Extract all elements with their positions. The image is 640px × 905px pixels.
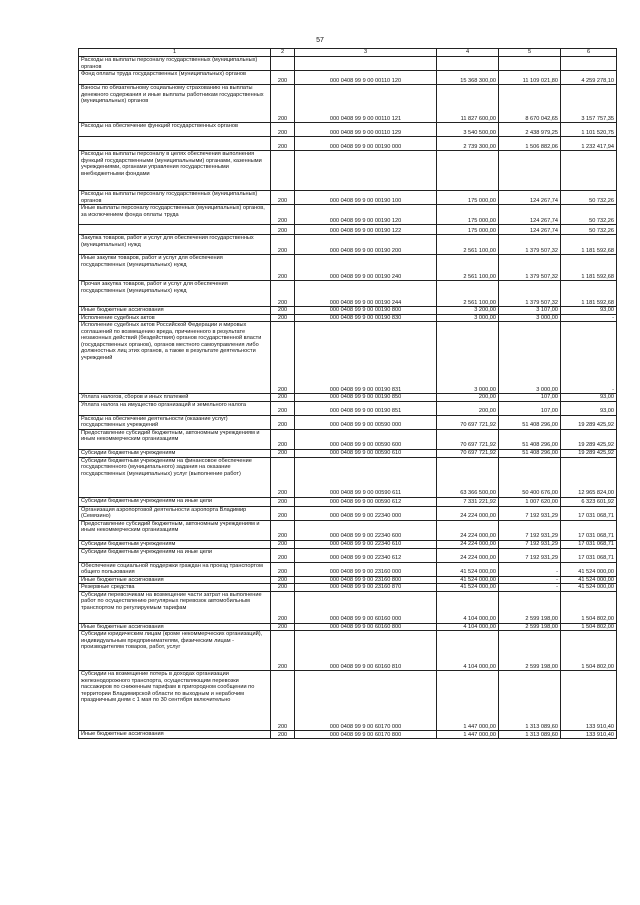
row-line-code: 200 (271, 457, 295, 497)
row-unexecuted-amount: 1 181 592,68 (561, 235, 617, 255)
row-unexecuted-amount: 6 323 601,92 (561, 497, 617, 506)
row-unexecuted-amount (561, 151, 617, 191)
table-row (79, 151, 617, 191)
row-name: Взносы по обязательному социальному страхованию на выплаты денежного содержания и иные выплаты работникам государственных (муниципальных) органов (79, 85, 271, 123)
row-unexecuted-amount: - (561, 322, 617, 394)
row-budget-code: 000 0408 99 9 00 00190 240 (295, 255, 437, 281)
row-unexecuted-amount: 133 910,40 (561, 731, 617, 739)
row-approved-amount: 41 524 000,00 (437, 576, 499, 584)
row-line-code: 200 (271, 394, 295, 402)
row-executed-amount: 3 000,00 (499, 314, 561, 322)
row-line-code: 200 (271, 307, 295, 315)
row-unexecuted-amount: 17 031 068,71 (561, 548, 617, 562)
table-row (79, 71, 617, 85)
table-row (79, 506, 617, 520)
row-line-code: 200 (271, 671, 295, 731)
row-approved-amount: 41 524 000,00 (437, 562, 499, 576)
row-unexecuted-amount: 93,00 (561, 394, 617, 402)
row-approved-amount (437, 57, 499, 71)
row-name (79, 225, 271, 235)
header-col-5: 5 (499, 49, 561, 57)
row-budget-code: 000 0408 99 9 00 60160 000 (295, 591, 437, 623)
row-unexecuted-amount: 1 101 520,75 (561, 123, 617, 137)
table-row (79, 281, 617, 307)
row-line-code: 200 (271, 576, 295, 584)
row-approved-amount: 1 447 000,00 (437, 671, 499, 731)
row-line-code: 200 (271, 225, 295, 235)
header-col-3: 3 (295, 49, 437, 57)
row-name (79, 137, 271, 151)
row-approved-amount: 70 697 721,92 (437, 429, 499, 449)
row-executed-amount: 1 506 882,06 (499, 137, 561, 151)
row-executed-amount: 2 599 198,00 (499, 623, 561, 631)
row-budget-code: 000 0408 99 9 00 00590 611 (295, 457, 437, 497)
table-row (79, 562, 617, 576)
row-unexecuted-amount: 17 031 068,71 (561, 540, 617, 548)
row-name: Субсидии бюджетным учреждениям на иные цели (79, 548, 271, 562)
row-executed-amount: 1 379 507,32 (499, 255, 561, 281)
row-approved-amount: 3 540 500,00 (437, 123, 499, 137)
row-budget-code: 000 0408 99 9 00 23160 000 (295, 562, 437, 576)
row-line-code: 200 (271, 591, 295, 623)
row-unexecuted-amount: 1 504 802,00 (561, 623, 617, 631)
row-executed-amount: 1 313 089,60 (499, 671, 561, 731)
row-unexecuted-amount: 1 232 417,94 (561, 137, 617, 151)
row-name: Расходы на выплаты персоналу в целях обеспечения выполнения функций государственными (муниципальными) органами, казенными учреждениями, органами управления государственными внебюджетными фондами (79, 151, 271, 191)
row-line-code: 200 (271, 235, 295, 255)
row-executed-amount: 2 599 198,00 (499, 631, 561, 671)
row-budget-code: 000 0408 99 9 00 00590 000 (295, 415, 437, 429)
row-executed-amount: 7 192 931,29 (499, 520, 561, 540)
row-name: Субсидии бюджетным учреждениям (79, 540, 271, 548)
row-approved-amount: 7 331 221,92 (437, 497, 499, 506)
row-approved-amount: 2 739 300,00 (437, 137, 499, 151)
row-line-code: 200 (271, 415, 295, 429)
row-budget-code: 000 0408 99 9 00 00190 800 (295, 307, 437, 315)
row-approved-amount: 2 561 100,00 (437, 235, 499, 255)
row-approved-amount: 1 447 000,00 (437, 731, 499, 739)
row-line-code: 200 (271, 255, 295, 281)
row-approved-amount: 24 224 000,00 (437, 520, 499, 540)
row-executed-amount: - (499, 576, 561, 584)
row-budget-code: 000 0408 99 9 00 23160 870 (295, 584, 437, 592)
row-line-code: 200 (271, 281, 295, 307)
table-header-row (79, 49, 617, 57)
row-executed-amount: 124 267,74 (499, 225, 561, 235)
row-name: Обеспечение социальной поддержки граждан на проезд транспортом общего пользования (79, 562, 271, 576)
row-name: Иные бюджетные ассигнования (79, 623, 271, 631)
header-col-2: 2 (271, 49, 295, 57)
row-unexecuted-amount (561, 57, 617, 71)
row-name: Субсидии бюджетным учреждениям (79, 449, 271, 457)
row-budget-code: 000 0408 99 9 00 00110 121 (295, 85, 437, 123)
row-approved-amount: 2 561 100,00 (437, 281, 499, 307)
row-line-code: 200 (271, 506, 295, 520)
row-line-code: 200 (271, 623, 295, 631)
table-row (79, 576, 617, 584)
row-unexecuted-amount: 93,00 (561, 307, 617, 315)
row-name: Прочая закупка товаров, работ и услуг для обеспечения государственных (муниципальных) нужд (79, 281, 271, 307)
row-approved-amount: 200,00 (437, 401, 499, 415)
row-executed-amount: 1 379 507,32 (499, 281, 561, 307)
row-unexecuted-amount: 50 732,26 (561, 225, 617, 235)
row-budget-code: 000 0408 99 9 00 22340 610 (295, 540, 437, 548)
row-budget-code: 000 0408 99 9 00 00190 200 (295, 235, 437, 255)
row-line-code: 200 (271, 731, 295, 739)
row-name: Иные бюджетные ассигнования (79, 731, 271, 739)
row-approved-amount: 24 224 000,00 (437, 506, 499, 520)
row-name: Фонд оплаты труда государственных (муниципальных) органов (79, 71, 271, 85)
row-budget-code: 000 0408 99 9 00 00590 612 (295, 497, 437, 506)
row-executed-amount: - (499, 584, 561, 592)
row-approved-amount: 63 366 500,00 (437, 457, 499, 497)
row-unexecuted-amount: 133 910,40 (561, 671, 617, 731)
row-line-code: 200 (271, 85, 295, 123)
row-name: Организация аэропортовой деятельности аэропорта Владимир (Семязино) (79, 506, 271, 520)
row-name: Предоставление субсидий бюджетным, автономным учреждениям и иным некоммерческим организациям (79, 520, 271, 540)
row-budget-code: 000 0408 99 9 00 00590 610 (295, 449, 437, 457)
row-unexecuted-amount: 12 965 824,00 (561, 457, 617, 497)
table-row (79, 394, 617, 402)
header-col-4: 4 (437, 49, 499, 57)
row-executed-amount: 1 379 507,32 (499, 235, 561, 255)
table-row (79, 191, 617, 205)
table-row (79, 540, 617, 548)
row-name: Предоставление субсидий бюджетным, автономным учреждениям и иным некоммерческим организациям (79, 429, 271, 449)
row-name: Исполнение судебных актов Российской Федерации и мировых соглашений по возмещению вреда, причиненного в результате незаконных действий (бездействия) органов государственной власти (государственных органов), органов местного самоуправления либо должностных лиц этих органов, а также в результате деятельности учреждений (79, 322, 271, 394)
header-col-1: 1 (79, 49, 271, 57)
row-budget-code: 000 0408 99 9 00 00190 120 (295, 205, 437, 225)
row-approved-amount: 15 368 300,00 (437, 71, 499, 85)
row-budget-code: 000 0408 99 9 00 22340 600 (295, 520, 437, 540)
row-budget-code: 000 0408 99 9 00 00110 129 (295, 123, 437, 137)
row-budget-code: 000 0408 99 9 00 00190 000 (295, 137, 437, 151)
header-col-6: 6 (561, 49, 617, 57)
row-budget-code: 000 0408 99 9 00 22340 000 (295, 506, 437, 520)
table-row (79, 520, 617, 540)
row-executed-amount: 3 107,00 (499, 307, 561, 315)
row-unexecuted-amount: 1 504 802,00 (561, 631, 617, 671)
row-unexecuted-amount: 41 524 000,00 (561, 584, 617, 592)
row-line-code: 200 (271, 562, 295, 576)
row-executed-amount: 11 109 021,80 (499, 71, 561, 85)
row-line-code: 200 (271, 137, 295, 151)
row-unexecuted-amount: 50 732,26 (561, 191, 617, 205)
row-approved-amount: 4 104 000,00 (437, 631, 499, 671)
row-executed-amount: 51 408 296,00 (499, 415, 561, 429)
row-budget-code: 000 0408 99 9 00 00190 100 (295, 191, 437, 205)
row-budget-code: 000 0408 99 9 00 00190 850 (295, 394, 437, 402)
table-row (79, 123, 617, 137)
row-approved-amount: 4 104 000,00 (437, 591, 499, 623)
row-approved-amount: 41 524 000,00 (437, 584, 499, 592)
row-executed-amount: 7 192 931,29 (499, 540, 561, 548)
table-row (79, 497, 617, 506)
page-number: 57 (316, 37, 324, 44)
row-approved-amount: 24 224 000,00 (437, 540, 499, 548)
table-row (79, 314, 617, 322)
row-executed-amount (499, 57, 561, 71)
row-line-code (271, 57, 295, 71)
row-line-code: 200 (271, 401, 295, 415)
row-approved-amount (437, 151, 499, 191)
row-executed-amount: 3 000,00 (499, 322, 561, 394)
row-name: Субсидии бюджетным учреждениям на финансовое обеспечение государственного (муниципального) задания на оказание государственных (муниципальных) услуг (выполнение работ) (79, 457, 271, 497)
table-row (79, 731, 617, 739)
row-unexecuted-amount: 19 289 425,92 (561, 429, 617, 449)
row-unexecuted-amount: 93,00 (561, 401, 617, 415)
row-unexecuted-amount: 41 524 000,00 (561, 562, 617, 576)
row-name: Уплата налогов, сборов и иных платежей (79, 394, 271, 402)
row-name: Субсидии на возмещение потерь в доходах организации железнодорожного транспорта, осуществляющим перевозки пассажиров по сниженным тарифам в пригородном сообщении по территории Владимирской области по выходным и нерабочим праздничным дням с 1 мая по 30 сентября включительно (79, 671, 271, 731)
row-approved-amount: 24 224 000,00 (437, 548, 499, 562)
row-executed-amount: 2 599 198,00 (499, 591, 561, 623)
row-approved-amount: 11 827 600,00 (437, 85, 499, 123)
table-row (79, 307, 617, 315)
row-approved-amount: 70 697 721,92 (437, 415, 499, 429)
table-row (79, 85, 617, 123)
row-executed-amount: 8 670 042,65 (499, 85, 561, 123)
row-approved-amount: 175 000,00 (437, 205, 499, 225)
table-row (79, 591, 617, 623)
row-line-code: 200 (271, 191, 295, 205)
row-name: Расходы на выплаты персоналу государственных (муниципальных) органов (79, 57, 271, 71)
table-row (79, 225, 617, 235)
row-line-code: 200 (271, 540, 295, 548)
row-name: Субсидии бюджетным учреждениям на иные цели (79, 497, 271, 506)
table-row (79, 235, 617, 255)
row-executed-amount: 2 438 979,25 (499, 123, 561, 137)
row-budget-code: 000 0408 99 9 00 00190 851 (295, 401, 437, 415)
row-unexecuted-amount: 17 031 068,71 (561, 506, 617, 520)
table-row (79, 584, 617, 592)
row-budget-code (295, 57, 437, 71)
row-approved-amount: 175 000,00 (437, 225, 499, 235)
row-executed-amount: 107,00 (499, 394, 561, 402)
table-row (79, 631, 617, 671)
row-name: Расходы на выплаты персоналу государственных (муниципальных) органов (79, 191, 271, 205)
row-executed-amount (499, 151, 561, 191)
row-budget-code: 000 0408 99 9 00 00190 244 (295, 281, 437, 307)
row-name: Иные бюджетные ассигнования (79, 307, 271, 315)
row-budget-code: 000 0408 99 9 00 00190 830 (295, 314, 437, 322)
row-budget-code: 000 0408 99 9 00 23160 800 (295, 576, 437, 584)
row-executed-amount: 51 408 296,00 (499, 429, 561, 449)
row-line-code: 200 (271, 429, 295, 449)
row-executed-amount: 107,00 (499, 401, 561, 415)
row-approved-amount: 200,00 (437, 394, 499, 402)
row-budget-code: 000 0408 99 9 00 60160 810 (295, 631, 437, 671)
row-line-code: 200 (271, 584, 295, 592)
row-line-code: 200 (271, 123, 295, 137)
row-executed-amount: - (499, 562, 561, 576)
row-name: Субсидии перевозчикам на возмещение части затрат на выполнение работ по осуществлению регулярных перевозок автомобильным транспортом по регулируемым тарифам (79, 591, 271, 623)
row-budget-code: 000 0408 99 9 00 60160 800 (295, 623, 437, 631)
row-name: Расходы на обеспечение деятельности (оказание услуг) государственных учреждений (79, 415, 271, 429)
row-line-code: 200 (271, 314, 295, 322)
row-unexecuted-amount: 3 157 757,35 (561, 85, 617, 123)
row-approved-amount: 3 000,00 (437, 322, 499, 394)
table-row (79, 205, 617, 225)
row-executed-amount: 50 400 676,00 (499, 457, 561, 497)
table-row (79, 57, 617, 71)
table-row (79, 429, 617, 449)
row-name: Иные выплаты персоналу государственных (муниципальных) органов, за исключением фонда оплаты труда (79, 205, 271, 225)
row-unexecuted-amount: 17 031 068,71 (561, 520, 617, 540)
row-budget-code: 000 0408 99 9 00 60170 000 (295, 671, 437, 731)
row-name: Закупка товаров, работ и услуг для обеспечения государственных (муниципальных) нужд (79, 235, 271, 255)
row-approved-amount: 175 000,00 (437, 191, 499, 205)
row-line-code: 200 (271, 548, 295, 562)
row-line-code: 200 (271, 449, 295, 457)
row-approved-amount: 3 200,00 (437, 307, 499, 315)
row-line-code: 200 (271, 520, 295, 540)
row-approved-amount: 3 000,00 (437, 314, 499, 322)
row-name: Резервные средства (79, 584, 271, 592)
row-line-code: 200 (271, 322, 295, 394)
row-unexecuted-amount: - (561, 314, 617, 322)
table-row (79, 401, 617, 415)
table-row (79, 623, 617, 631)
row-executed-amount: 124 267,74 (499, 205, 561, 225)
table-row (79, 415, 617, 429)
row-unexecuted-amount: 1 181 592,68 (561, 281, 617, 307)
row-budget-code: 000 0408 99 9 00 60170 800 (295, 731, 437, 739)
row-line-code: 200 (271, 205, 295, 225)
row-budget-code: 000 0408 99 9 00 00190 122 (295, 225, 437, 235)
table-row (79, 548, 617, 562)
row-name: Уплата налога на имущество организаций и земельного налога (79, 401, 271, 415)
row-executed-amount: 124 267,74 (499, 191, 561, 205)
row-name: Расходы на обеспечение функций государственных органов (79, 123, 271, 137)
row-budget-code: 000 0408 99 9 00 22340 612 (295, 548, 437, 562)
row-name: Иные закупки товаров, работ и услуг для обеспечения государственных (муниципальных) нужд (79, 255, 271, 281)
table-row (79, 255, 617, 281)
table-row (79, 449, 617, 457)
row-budget-code: 000 0408 99 9 00 00110 120 (295, 71, 437, 85)
row-unexecuted-amount: 4 259 278,10 (561, 71, 617, 85)
table-row (79, 671, 617, 731)
row-executed-amount: 51 408 296,00 (499, 449, 561, 457)
row-unexecuted-amount: 19 289 425,92 (561, 449, 617, 457)
table-row (79, 137, 617, 151)
table-row (79, 457, 617, 497)
row-budget-code (295, 151, 437, 191)
row-approved-amount: 4 104 000,00 (437, 623, 499, 631)
row-unexecuted-amount: 1 181 592,68 (561, 255, 617, 281)
row-unexecuted-amount: 19 289 425,92 (561, 415, 617, 429)
row-name: Иные бюджетные ассигнования (79, 576, 271, 584)
row-unexecuted-amount: 41 524 000,00 (561, 576, 617, 584)
row-unexecuted-amount: 1 504 802,00 (561, 591, 617, 623)
row-executed-amount: 1 007 620,00 (499, 497, 561, 506)
row-name: Исполнение судебных актов (79, 314, 271, 322)
row-line-code: 200 (271, 631, 295, 671)
row-approved-amount: 2 561 100,00 (437, 255, 499, 281)
table-row (79, 322, 617, 394)
row-executed-amount: 7 192 931,29 (499, 548, 561, 562)
row-name: Субсидии юридическим лицам (кроме некоммерческих организаций), индивидуальным предпринимателям, физическим лицам - производителям товаров, работ, услуг (79, 631, 271, 671)
row-executed-amount: 1 313 089,60 (499, 731, 561, 739)
table-body (79, 57, 617, 739)
row-line-code: 200 (271, 71, 295, 85)
row-executed-amount: 7 192 931,29 (499, 506, 561, 520)
row-line-code: 200 (271, 497, 295, 506)
row-budget-code: 000 0408 99 9 00 00190 831 (295, 322, 437, 394)
budget-execution-table (78, 48, 617, 739)
row-unexecuted-amount: 50 732,26 (561, 205, 617, 225)
row-approved-amount: 70 697 721,92 (437, 449, 499, 457)
row-budget-code: 000 0408 99 9 00 00590 600 (295, 429, 437, 449)
row-line-code (271, 151, 295, 191)
